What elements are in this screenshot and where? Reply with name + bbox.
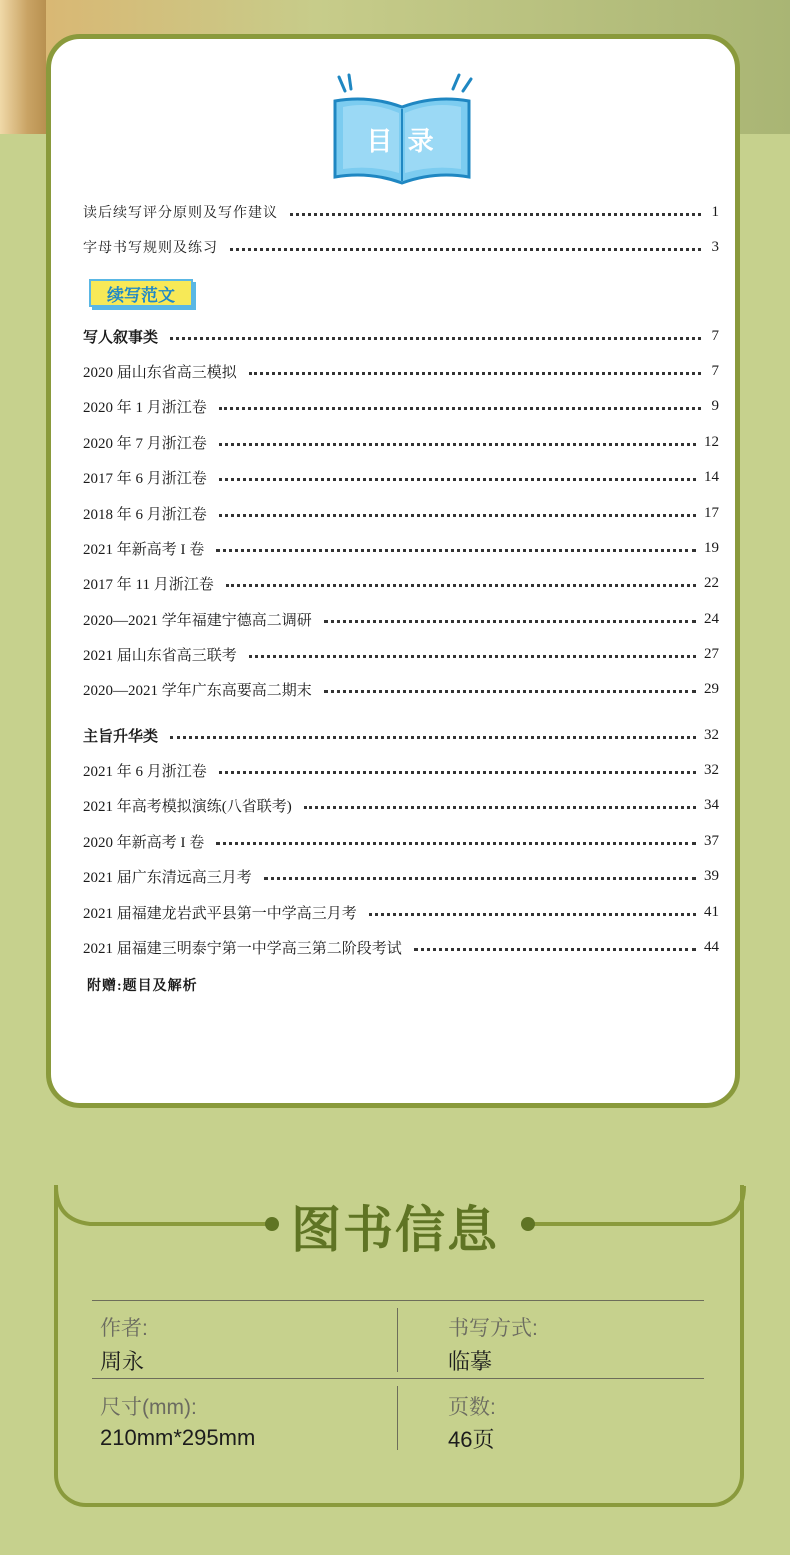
dot-leader <box>219 407 701 410</box>
book-info-title: 图书信息 <box>291 1202 499 1258</box>
dot-leader <box>414 948 696 951</box>
dot-leader <box>216 549 696 552</box>
page-number: 7 <box>711 362 719 379</box>
dot-leader <box>170 736 696 739</box>
dot-leader <box>249 372 701 375</box>
page-number: 34 <box>704 796 719 813</box>
dot-leader <box>249 655 696 658</box>
toc-entry[interactable]: 2020 年 1 月浙江卷 9 <box>83 397 719 416</box>
page-number: 9 <box>711 397 719 414</box>
page-number: 12 <box>704 433 719 450</box>
size-label: 尺寸(mm): <box>100 1396 197 1419</box>
page-number: 37 <box>704 832 719 849</box>
page-number: 29 <box>704 680 719 697</box>
toc-group-heading[interactable]: 主旨升华类 32 <box>83 726 719 745</box>
page-number: 19 <box>704 539 719 556</box>
author-value: 周永 <box>100 1349 145 1374</box>
page-number: 27 <box>704 645 719 662</box>
toc-entry[interactable]: 2018 年 6 月浙江卷 17 <box>83 504 719 523</box>
toc-entry[interactable]: 2021 届福建三明泰宁第一中学高三第二阶段考试 44 <box>83 938 719 957</box>
toc-entry[interactable]: 2017 年 6 月浙江卷 14 <box>83 468 719 487</box>
toc-entry[interactable]: 2017 年 11 月浙江卷 22 <box>83 574 719 593</box>
toc-entry[interactable]: 读后续写评分原则及写作建议 1 <box>83 203 719 221</box>
dot-leader <box>226 584 696 587</box>
page-count-value: 46页 <box>448 1427 495 1452</box>
dot-leader <box>219 771 696 774</box>
dot-leader <box>219 514 696 517</box>
divider <box>92 1378 704 1379</box>
page-number: 22 <box>704 574 719 591</box>
dot-leader <box>369 913 696 916</box>
page-number: 32 <box>704 761 719 778</box>
page-number: 1 <box>711 203 719 220</box>
author-label: 作者: <box>100 1317 148 1340</box>
dot-leader <box>219 443 696 446</box>
dot-leader <box>290 213 701 216</box>
dot-leader <box>216 842 696 845</box>
toc-group-heading[interactable]: 写人叙事类 7 <box>83 327 719 346</box>
toc-entry[interactable]: 2020—2021 学年广东高要高二期末 29 <box>83 680 719 699</box>
dot-leader <box>264 877 696 880</box>
dot-leader <box>324 690 696 693</box>
size-value: 210mm*295mm <box>100 1425 256 1450</box>
toc-entry[interactable]: 2020 年新高考 I 卷 37 <box>83 832 719 851</box>
page-number: 32 <box>704 726 719 743</box>
toc-card <box>46 34 740 1108</box>
toc-entry[interactable]: 2020 年 7 月浙江卷 12 <box>83 433 719 452</box>
toc-entry[interactable]: 2021 届广东清远高三月考 39 <box>83 867 719 886</box>
page-number: 44 <box>704 938 719 955</box>
background-pillar <box>0 0 46 134</box>
divider <box>397 1386 398 1450</box>
toc-heading: 目 录 <box>366 126 438 156</box>
divider <box>397 1308 398 1372</box>
page-number: 14 <box>704 468 719 485</box>
toc-entry[interactable]: 2020—2021 学年福建宁德高二调研 24 <box>83 610 719 629</box>
toc-entry[interactable]: 2021 年高考模拟演练(八省联考) 34 <box>83 796 719 815</box>
toc-entry[interactable]: 2021 年 6 月浙江卷 32 <box>83 761 719 780</box>
page-count-label: 页数: <box>448 1396 496 1419</box>
dot-leader <box>170 337 701 340</box>
gift-note: 附赠:题目及解析 <box>87 979 198 994</box>
toc-entry[interactable]: 字母书写规则及练习 3 <box>83 238 719 256</box>
toc-entry[interactable]: 2020 届山东省高三模拟 7 <box>83 362 719 381</box>
toc-entry[interactable]: 2021 年新高考 I 卷 19 <box>83 539 719 558</box>
page-number: 39 <box>704 867 719 884</box>
writing-style-label: 书写方式: <box>448 1317 538 1340</box>
page-number: 24 <box>704 610 719 627</box>
section-tag: 续写范文 <box>89 279 193 307</box>
page-number: 41 <box>704 903 719 920</box>
writing-style-value: 临摹 <box>448 1349 493 1374</box>
page-number: 7 <box>711 327 719 344</box>
toc-entry[interactable]: 2021 届福建龙岩武平县第一中学高三月考 41 <box>83 903 719 922</box>
page-number: 17 <box>704 504 719 521</box>
page-number: 3 <box>711 238 719 255</box>
dot-leader <box>230 248 701 251</box>
dot-leader <box>219 478 696 481</box>
divider <box>92 1300 704 1301</box>
toc-entry[interactable]: 2021 届山东省高三联考 27 <box>83 645 719 664</box>
dot-leader <box>304 806 696 809</box>
dot-leader <box>324 620 696 623</box>
